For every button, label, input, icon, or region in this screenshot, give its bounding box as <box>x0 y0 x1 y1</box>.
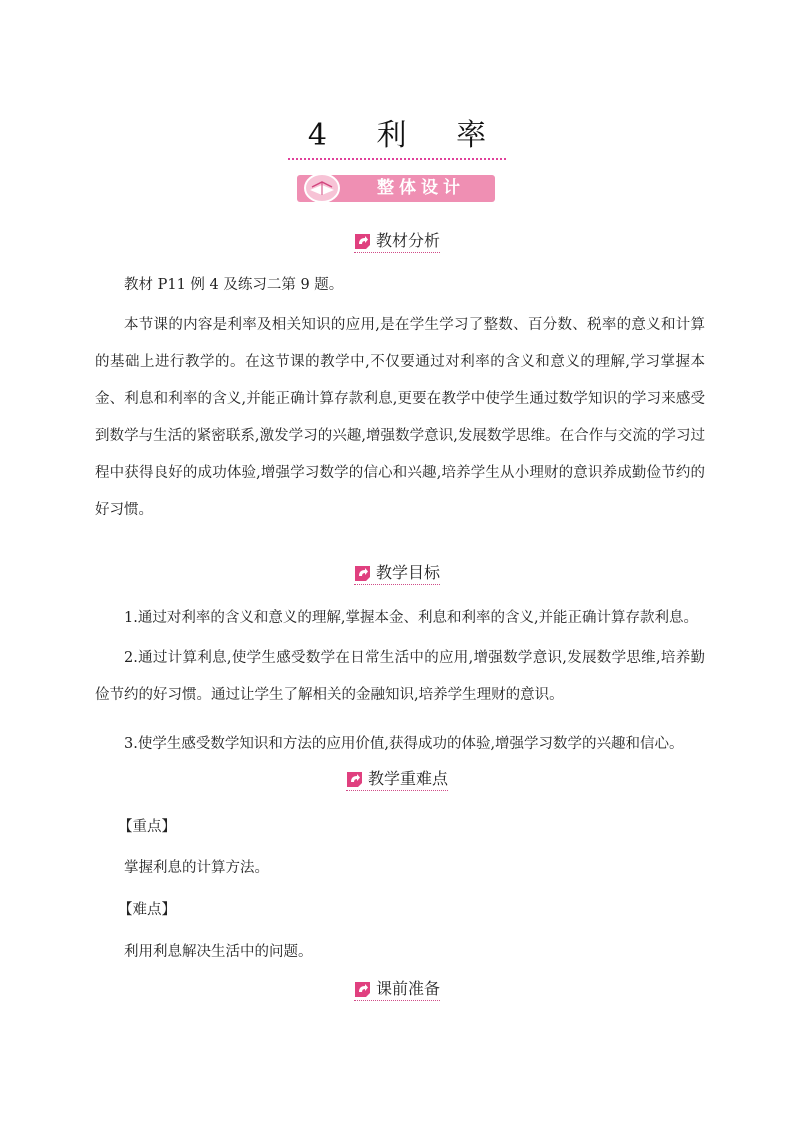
source-reference: 教材 P11 例 4 及练习二第 9 题。 <box>124 277 344 293</box>
section-heading-text: 教学重难点 <box>367 769 448 788</box>
book-icon <box>303 171 341 203</box>
section-banner <box>297 175 495 202</box>
key-point-text: 掌握利息的计算方法。 <box>124 860 269 876</box>
section-heading-text: 教材分析 <box>375 231 440 250</box>
key-point-label: 【重点】 <box>118 819 176 835</box>
objective-item-3: 3.使学生感受数学知识和方法的应用价值,获得成功的体验,增强学习数学的兴趣和信心。 <box>124 736 684 752</box>
difficulty-label: 【难点】 <box>118 902 176 918</box>
bookmark-arrow-icon <box>354 981 371 998</box>
section-heading-text: 教学目标 <box>375 563 440 582</box>
section-heading-objectives <box>0 562 794 586</box>
section-heading-key-points <box>0 768 794 792</box>
section-heading-analysis <box>0 230 794 254</box>
bookmark-arrow-icon <box>346 771 363 788</box>
banner-label: 整体设计 <box>377 178 465 198</box>
difficulty-text: 利用利息解决生活中的问题。 <box>124 944 313 960</box>
objective-item-1: 1.通过对利率的含义和意义的理解,掌握本金、利息和利率的含义,并能正确计算存款利息。 <box>124 610 699 626</box>
section-heading-preparation <box>0 978 794 1002</box>
section-heading-text: 课前准备 <box>375 979 440 998</box>
objective-item-2: 2.通过计算利息,使学生感受数学在日常生活中的应用,增强数学意识,发展数学思维,培养勤俭节约的好习惯。通过让学生了解相关的金融知识,培养学生理财的意识。 <box>95 650 705 703</box>
bookmark-arrow-icon <box>354 233 371 250</box>
bookmark-arrow-icon <box>354 565 371 582</box>
page-title-text: 4 利 率 <box>288 110 506 160</box>
page-title <box>0 110 794 160</box>
analysis-paragraph: 本节课的内容是利率及相关知识的应用,是在学生学习了整数、百分数、税率的意义和计算的基础上进行教学的。在这节课的教学中,不仅要通过对利率的含义和意义的理解,学习掌握本金、利息和利率的含义,并能正确计算存款利息,更要在教学中使学生通过数学知识的学习来感受到数学与生活的紧密联系,激发学习的兴趣,增强数学意识,发展数学思维。在合作与交流的学习过程中获得良好的成功体验,增强学习数学的信心和兴趣,培养学生从小理财的意识养成勤俭节约的好习惯。 <box>95 317 705 518</box>
